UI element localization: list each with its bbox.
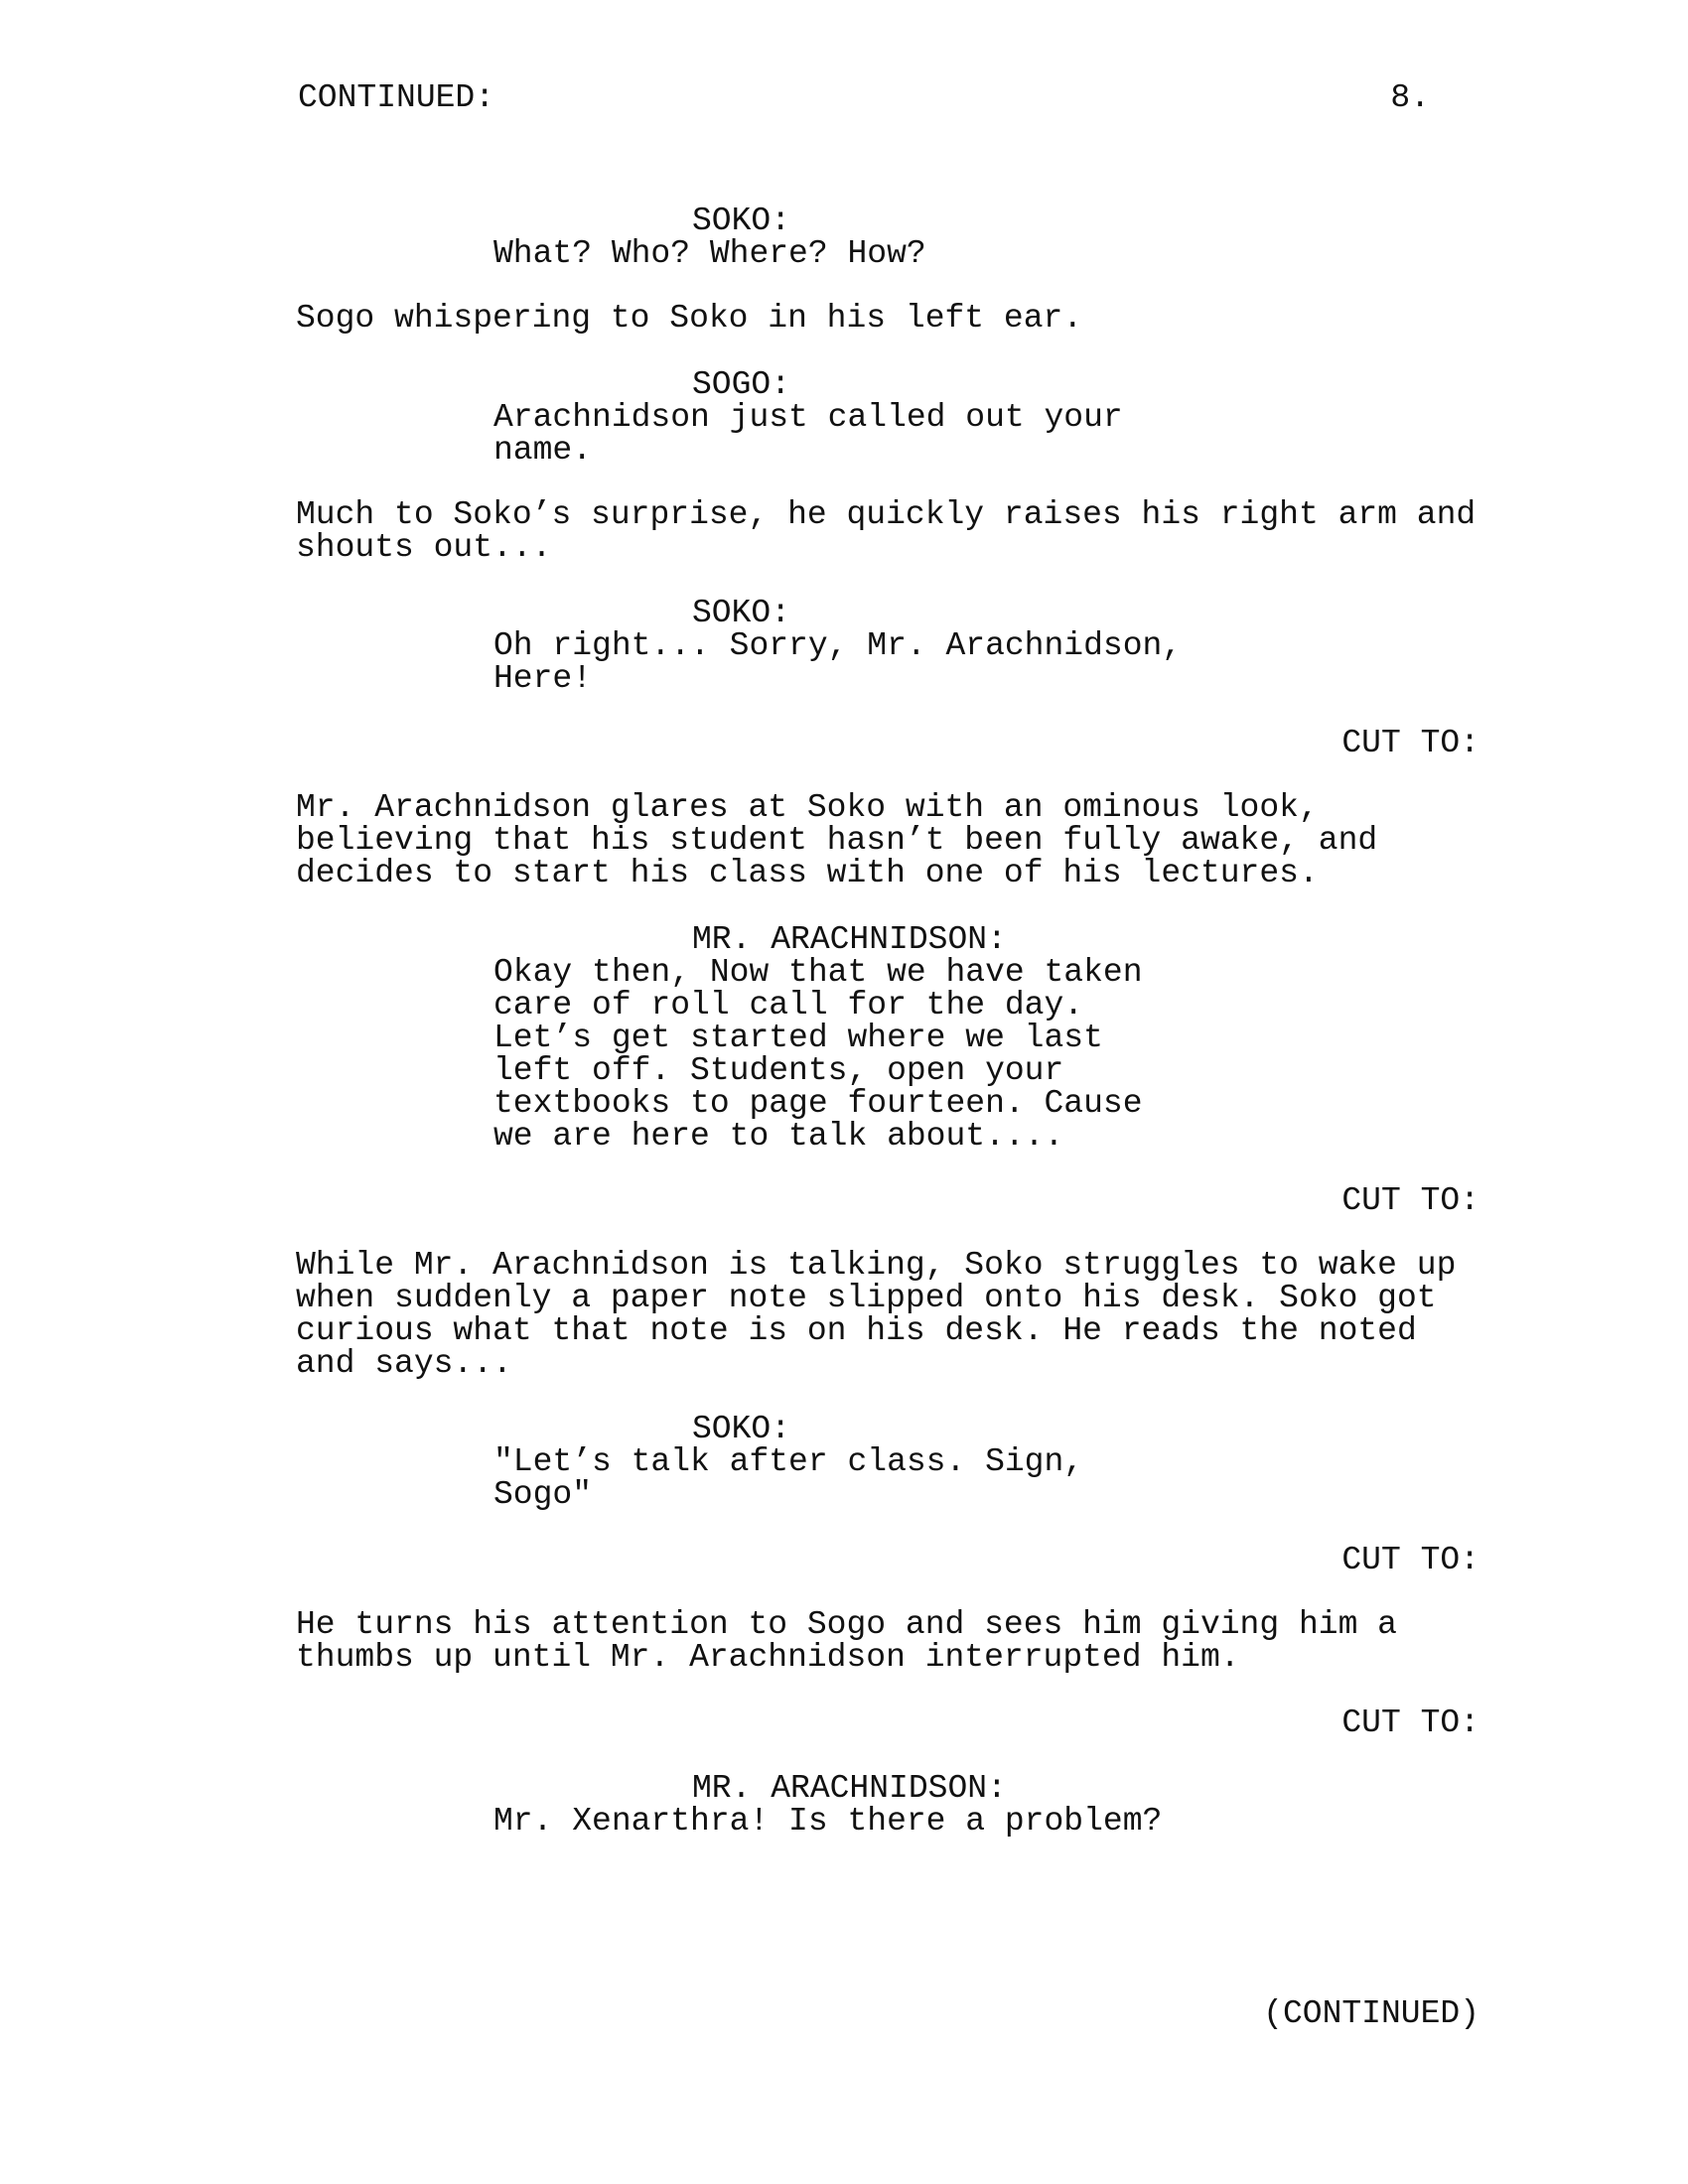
dialogue-line: left off. Students, open your — [493, 1052, 1064, 1089]
dialogue-line: Mr. Xenarthra! Is there a problem? — [493, 1803, 1163, 1840]
dialogue-line: Here! — [493, 660, 593, 697]
continued-header: CONTINUED: — [298, 79, 495, 116]
dialogue-line: textbooks to page fourteen. Cause — [493, 1085, 1143, 1122]
action-line: Much to Soko’s surprise, he quickly raises his right arm and — [296, 496, 1477, 533]
action-line: While Mr. Arachnidson is talking, Soko struggles to wake up — [296, 1247, 1457, 1284]
continued-footer: (CONTINUED) — [1263, 1995, 1479, 2032]
character-name: SOKO: — [692, 1411, 791, 1447]
dialogue-line: What? Who? Where? How? — [493, 235, 926, 272]
transition-cut-to: CUT TO: — [1341, 1705, 1479, 1741]
dialogue-line: "Let’s talk after class. Sign, — [493, 1443, 1084, 1480]
action-line: He turns his attention to Sogo and sees him giving him a — [296, 1606, 1397, 1643]
character-name: SOGO: — [692, 366, 791, 403]
action-line: decides to start his class with one of his lectures. — [296, 855, 1319, 891]
character-name: MR. ARACHNIDSON: — [692, 1770, 1007, 1807]
dialogue-line: Okay then, Now that we have taken — [493, 954, 1143, 991]
page-number: 8. — [1390, 79, 1430, 116]
action-line: when suddenly a paper note slipped onto his desk. Soko got — [296, 1280, 1437, 1316]
character-name: MR. ARACHNIDSON: — [692, 921, 1007, 958]
action-line: Mr. Arachnidson glares at Soko with an ominous look, — [296, 789, 1319, 826]
action-line: believing that his student hasn’t been fully awake, and — [296, 822, 1378, 859]
dialogue-line: care of roll call for the day. — [493, 987, 1084, 1024]
action-line: curious what that note is on his desk. He reads the noted — [296, 1312, 1417, 1349]
dialogue-line: we are here to talk about.... — [493, 1118, 1064, 1155]
character-name: SOKO: — [692, 203, 791, 239]
transition-cut-to: CUT TO: — [1341, 725, 1479, 761]
transition-cut-to: CUT TO: — [1341, 1182, 1479, 1219]
character-name: SOKO: — [692, 595, 791, 631]
dialogue-line: Let’s get started where we last — [493, 1020, 1103, 1056]
dialogue-line: Sogo" — [493, 1476, 593, 1513]
action-line: Sogo whispering to Soko in his left ear. — [296, 300, 1083, 337]
action-line: and says... — [296, 1345, 512, 1382]
action-line: thumbs up until Mr. Arachnidson interrupted him. — [296, 1639, 1240, 1676]
dialogue-line: Oh right... Sorry, Mr. Arachnidson, — [493, 627, 1183, 664]
transition-cut-to: CUT TO: — [1341, 1542, 1479, 1578]
action-line: shouts out... — [296, 529, 552, 566]
dialogue-line: Arachnidson just called out your — [493, 399, 1123, 436]
dialogue-line: name. — [493, 432, 593, 469]
